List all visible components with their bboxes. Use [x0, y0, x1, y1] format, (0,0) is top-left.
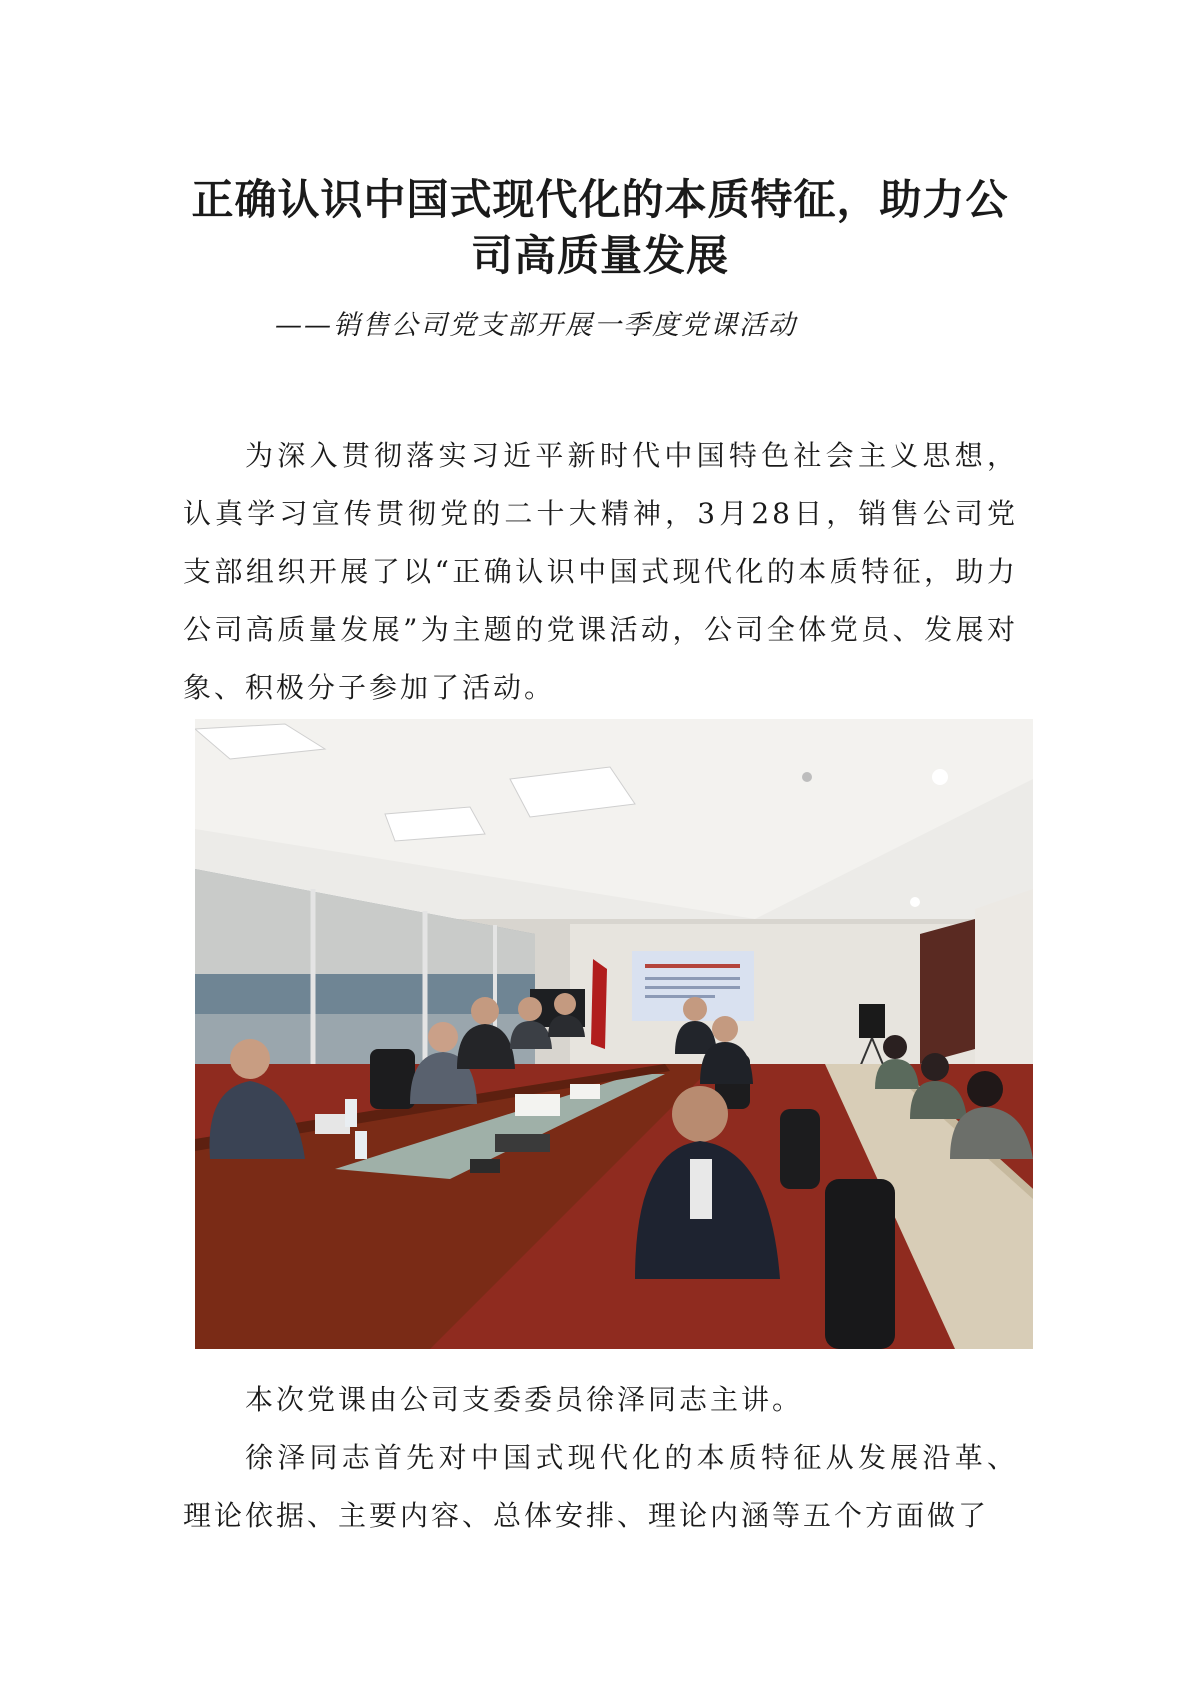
paragraph-speaker: 本次党课由公司支委委员徐泽同志主讲。: [245, 1383, 804, 1416]
paragraph-lecture-content: 徐泽同志首先对中国式现代化的本质特征从发展沿革、理论依据、主要内容、总体安排、理论内涵等五个方面做了: [183, 1441, 1018, 1532]
paragraph-intro: 为深入贯彻落实习近平新时代中国特色社会主义思想，认真学习宣传贯彻党的二十大精神，3月28日，销售公司党支部组织开展了以“正确认识中国式现代化的本质特征，助力公司高质量发展”为主题的党课活动，公司全体党员、发展对象、积极分子参加了活动。: [183, 439, 1018, 704]
article-title: 正确认识中国式现代化的本质特征，助力公司高质量发展: [191, 175, 1009, 280]
meeting-photo: [195, 719, 1033, 1349]
article-subtitle: ——销售公司党支部开展一季度党课活动: [275, 310, 797, 341]
